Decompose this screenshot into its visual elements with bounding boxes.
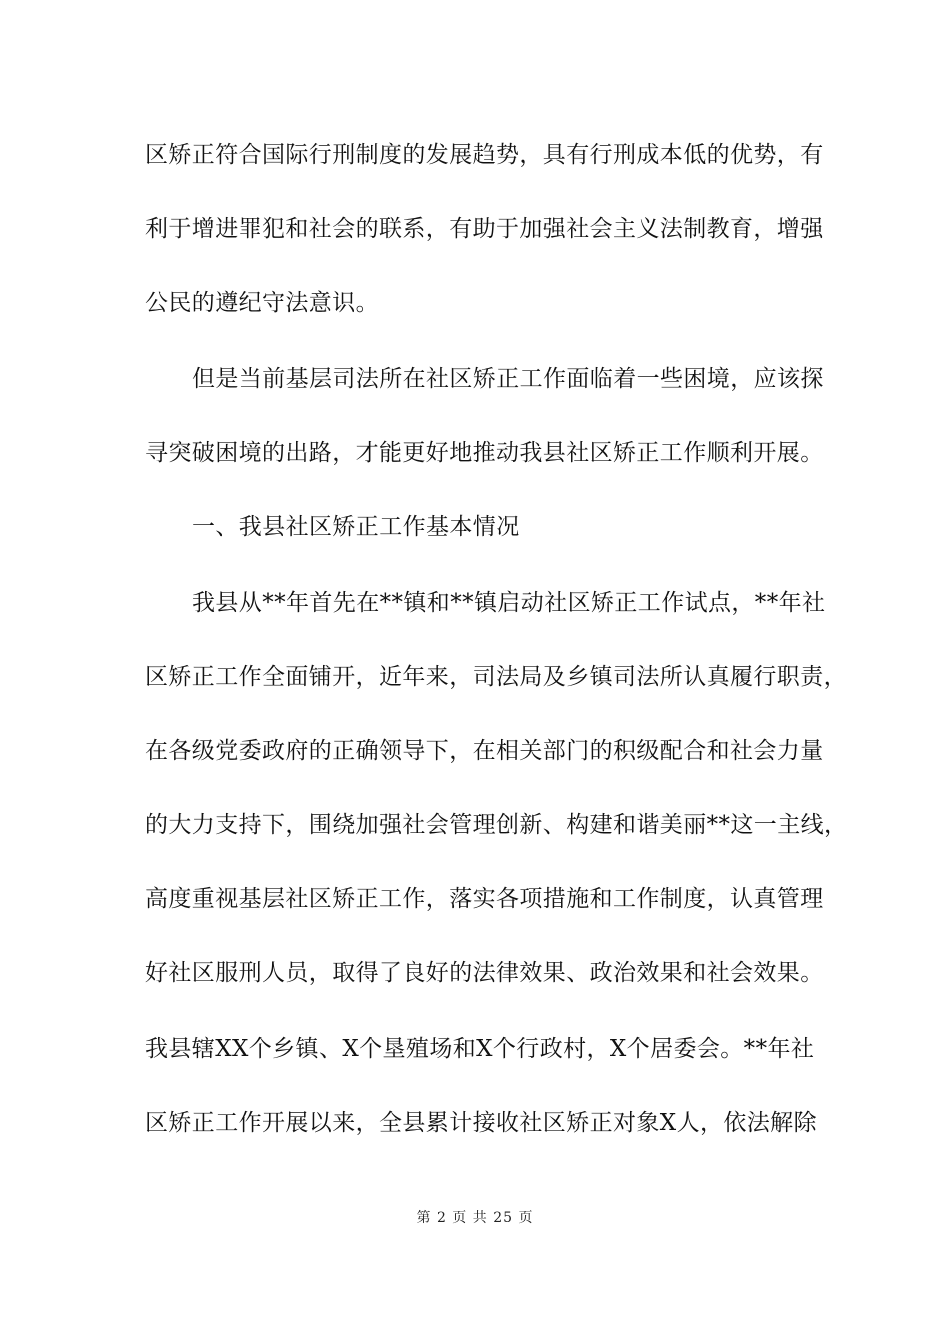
text-line-13: 我县辖XX个乡镇、X个垦殖场和X个行政村，X个居委会。**年社 bbox=[145, 1036, 815, 1062]
text-line-9: 在各级党委政府的正确领导下，在相关部门的积级配合和社会力量 bbox=[145, 738, 824, 764]
text-line-10: 的大力支持下，围绕加强社会管理创新、构建和谐美丽**这一主线， bbox=[145, 812, 848, 838]
text-line-7: 我县从**年首先在**镇和**镇启动社区矫正工作试点，**年社 bbox=[192, 590, 826, 616]
text-line-11: 高度重视基层社区矫正工作，落实各项措施和工作制度，认真管理 bbox=[145, 886, 824, 912]
text-line-3: 公民的遵纪守法意识。 bbox=[145, 290, 379, 316]
text-line-14: 区矫正工作开展以来，全县累计接收社区矫正对象X人，依法解除 bbox=[145, 1110, 817, 1136]
text-line-1: 区矫正符合国际行刑制度的发展趋势，具有行刑成本低的优势，有 bbox=[145, 142, 824, 168]
text-line-5: 寻突破困境的出路，才能更好地推动我县社区矫正工作顺利开展。 bbox=[145, 440, 824, 466]
text-line-8: 区矫正工作全面铺开，近年来，司法局及乡镇司法所认真履行职责， bbox=[145, 664, 847, 690]
section-heading: 一、我县社区矫正工作基本情况 bbox=[192, 514, 520, 540]
page-number-footer: 第 2 页 共 25 页 bbox=[416, 1210, 534, 1226]
text-line-4: 但是当前基层司法所在社区矫正工作面临着一些困境，应该探 bbox=[192, 366, 824, 392]
text-line-2: 利于增进罪犯和社会的联系，有助于加强社会主义法制教育，增强 bbox=[145, 216, 824, 242]
text-line-12: 好社区服刑人员，取得了良好的法律效果、政治效果和社会效果。 bbox=[145, 960, 824, 986]
